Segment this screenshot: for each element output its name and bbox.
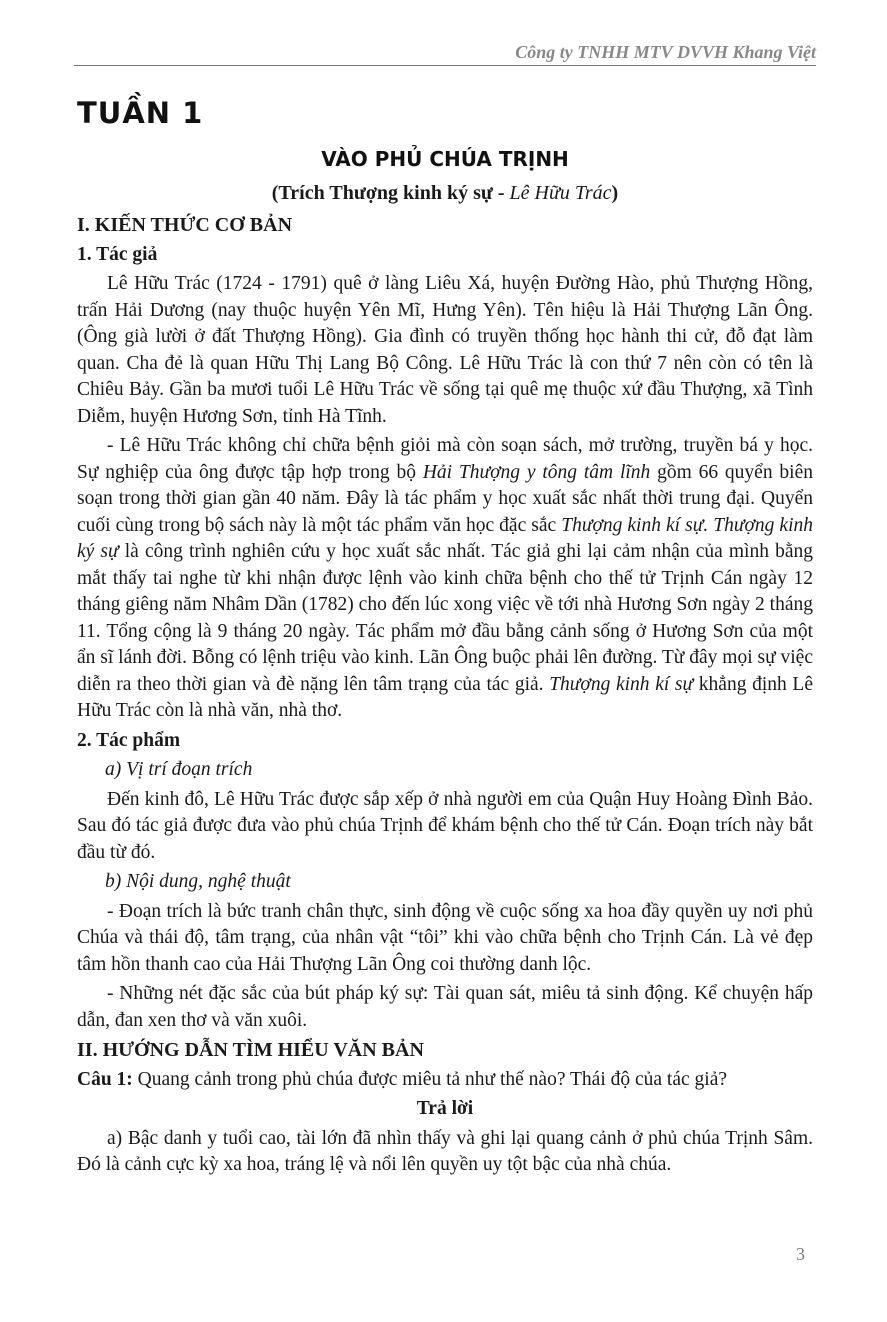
book-title: Hải Thượng y tông tâm lĩnh [422,461,651,483]
question-label: Câu 1: [77,1068,133,1090]
text-run: là công trình nghiên cứu y học xuất sắc nhất. Tác giả ghi lại cảm nhận của mình bằng mắt thấy tai nghe từ khi nhận được lệnh vào kinh chữa bệnh cho thế tử Trịnh Cán ngày 12 tháng giêng năm Nhâm Dần (1782) cho đến lúc xong việc về tới nhà Hương Sơn ngày 2 tháng 11. Tổng cộng là 9 tháng 20 ngày. Tác phẩm mở đầu bằng cảnh sống ở Hương Sơn của một ẩn sĩ lánh đời. Bỗng có lệnh triệu vào kinh. Lãn Ông buộc phải lên đường. Từ đây mọi sự việc diễn ra theo thời gian và đè nặng lên tâm trạng của tác giả. [77,541,813,695]
page-number: 3 [796,1244,805,1264]
content-art-paragraph-1: - Đoạn trích là bức tranh chân thực, sinh động về cuộc sống xa hoa đầy quyền uy nơi phủ Chúa và thái độ, tâm trạng, của nhân vật “tôi” khi vào chữa bệnh cho Trịnh Cán. Là vẻ đẹp tâm hồn thanh cao của Hải Thượng Lãn Ông coi thường danh lộc. [77,900,813,975]
question-text: Quang cảnh trong phủ chúa được miêu tả như thế nào? Thái độ của tác giả? [132,1068,728,1090]
subtitle-suffix: ) [611,182,619,204]
sub-heading-excerpt-position: a) Vị trí đoạn trích [105,759,253,780]
author-paragraph-1: Lê Hữu Trác (1724 - 1791) quê ở làng Liêu Xá, huyện Đường Hào, phủ Thượng Hồng, trấn Hải Dương (nay thuộc huyện Yên Mĩ, Hưng Yên). Tên hiệu là Hải Thượng Lãn Ông. (Ông già lười ở đất Thượng Hồng). Gia đình có truyền thống học hành thi cử, đỗ đạt làm quan. Cha đẻ là quan Hữu Thị Lang Bộ Công. Lê Hữu Trác là con thứ 7 nên còn có tên là Chiêu Bảy. Gần ba mươi tuổi Lê Hữu Trác về sống tại quê mẹ thuộc xứ đầu Thượng, xã Tình Diễm, huyện Hương Sơn, tỉnh Hà Tĩnh. [77,273,813,427]
lesson-subtitle [74,182,816,205]
text-run: khẳng định Lê Hữu Trác còn là nhà văn, nhà thơ. [77,673,813,721]
book-title: Thượng kinh kí sự [549,673,694,695]
subsection-heading-author: 1. Tác giả [77,243,158,265]
header-rule [74,65,816,66]
section-heading-guide: II. HƯỚNG DẪN TÌM HIỂU VĂN BẢN [77,1039,424,1061]
content-art-paragraph-2: - Những nét đặc sắc của bút pháp ký sự: Tài quan sát, miêu tả sinh động. Kể chuyện hấp dẫn, đan xen thơ và văn xuôi. [77,983,813,1031]
excerpt-position-paragraph: Đến kinh đô, Lê Hữu Trác được sắp xếp ở nhà người em của Quận Huy Hoàng Đình Bảo. Sau đó tác giả được đưa vào phủ chúa Trịnh để khám bệnh cho thế tử Cán. Đoạn trích này bắt đầu từ đó. [77,788,813,863]
week-label: TUẦN 1 [77,96,204,130]
body-content [77,212,813,1182]
lesson-title: VÀO PHỦ CHÚA TRỊNH [321,147,569,171]
subtitle-prefix: (Trích Thượng kinh ký sự - [271,182,510,204]
answer-heading: Trả lời [416,1098,474,1119]
author-paragraph-2 [77,433,813,725]
subtitle-author: Lê Hữu Trác [509,182,612,204]
running-header: Công ty TNHH MTV DVVH Khang Việt [515,42,816,62]
section-heading-basic-knowledge: I. KIẾN THỨC CƠ BẢN [77,214,293,236]
question-1 [77,1067,813,1094]
subsection-heading-work: 2. Tác phẩm [77,729,181,751]
text-run: - Lê Hữu Trác không chỉ chữa bệnh giỏi mà còn soạn sách, mở trường, truyền bá y học. Sự nghiệp của ông được tập hợp trong bộ [77,435,813,483]
book-title: Thượng kinh kí sự. Thượng kinh ký sự [77,514,814,562]
text-run: gồm 66 quyển biên soạn trong thời gian gần 40 năm. Đây là tác phẩm y học xuất sắc nhất thời trung đại. Quyển cuối cùng trong bộ sách này là một tác phẩm văn học đặc sắc [77,461,813,536]
answer-paragraph: a) Bậc danh y tuổi cao, tài lớn đã nhìn thấy và ghi lại quang cảnh ở phủ chúa Trịnh Sâm. Đó là cảnh cực kỳ xa hoa, tráng lệ và nổi lên quyền uy tột bậc của nhà chúa. [77,1127,813,1175]
sub-heading-content-art: b) Nội dung, nghệ thuật [105,871,291,892]
